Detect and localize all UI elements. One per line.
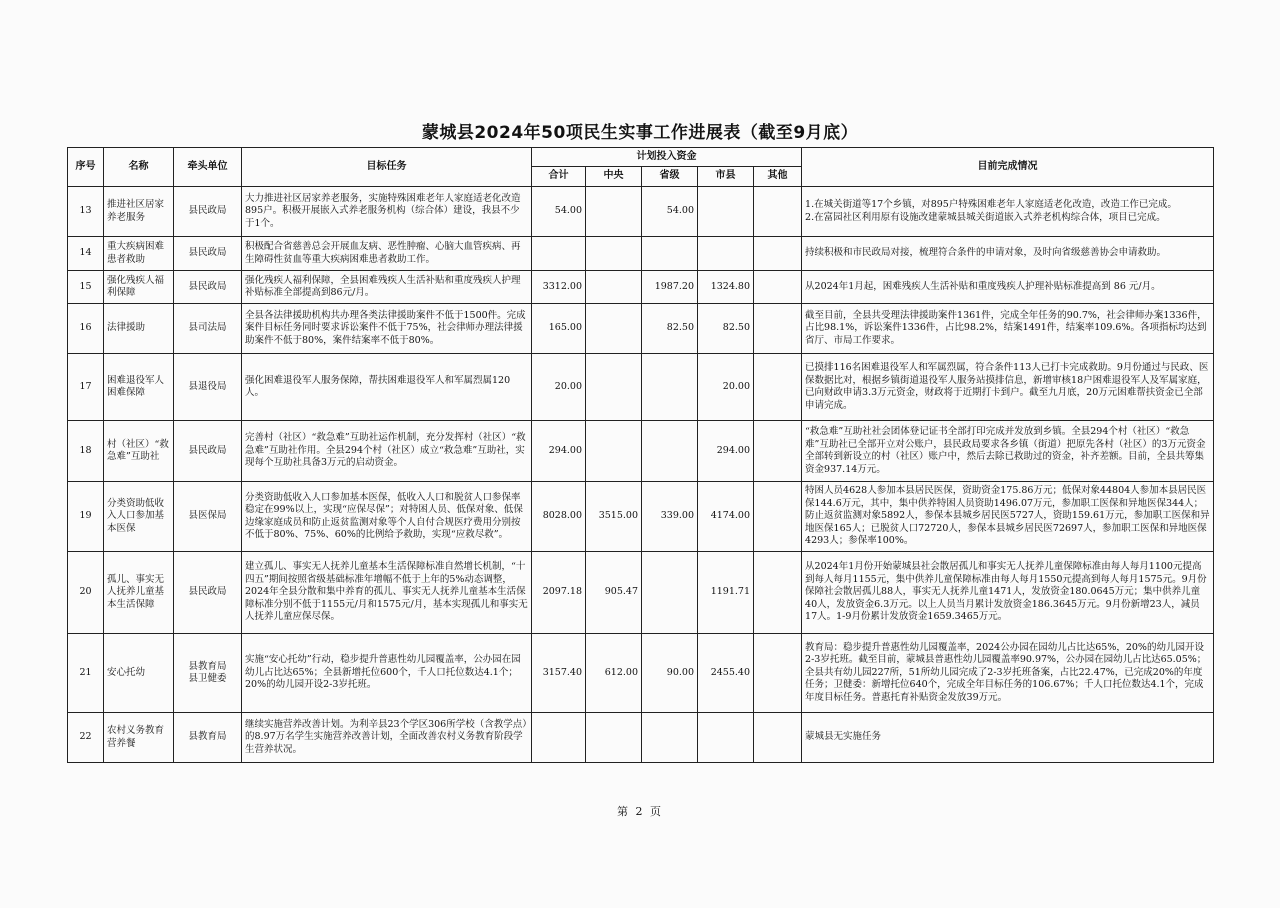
- table-row: [68, 187, 1214, 237]
- table-row: [68, 634, 1214, 713]
- row-name: 孤儿、事实无人抚养儿童基本生活保障: [104, 552, 174, 634]
- row-unit: 县退役局: [174, 354, 242, 421]
- table-row: [68, 271, 1214, 304]
- row-province: [642, 552, 698, 634]
- table-row: [68, 421, 1214, 482]
- row-total: [532, 713, 586, 763]
- row-other: [754, 552, 802, 634]
- row-total: 20.00: [532, 354, 586, 421]
- progress-table: [67, 147, 1214, 763]
- header-seq: 序号: [68, 148, 104, 187]
- row-name: 重大疾病困难患者救助: [104, 237, 174, 271]
- row-total: 2097.18: [532, 552, 586, 634]
- row-province: [642, 354, 698, 421]
- row-province: [642, 421, 698, 482]
- header-other: 其他: [754, 167, 802, 187]
- header-status: 目前完成情况: [802, 148, 1214, 187]
- row-total: 3312.00: [532, 271, 586, 304]
- row-province: 339.00: [642, 482, 698, 552]
- row-province: [642, 713, 698, 763]
- table-row: [68, 304, 1214, 354]
- row-status: “救急难”互助社社会团体登记证书全部打印完成并发放到乡镇。全县294个村（社区）“救急难”互助社已全部开立对公账户，县民政局要求各乡镇（街道）把原先各村（社区）的3万元资金全部转到新设立的村（社区）账户中，然后去除已救助过的资金，补齐差额。目前，全县共筹集资金937.14万元。: [802, 421, 1214, 482]
- header-name: 名称: [104, 148, 174, 187]
- row-status: 特困人员4628人参加本县居民医保，资助资金175.86万元；低保对象44804人参加本县居民医保144.6万元，其中，集中供养特困人员资助1496.07万元，参加职工医保和异地医保344人；防止返贫监测对象5892人，参保本县城乡居民医5727人，资助159.61万元，参加职工医保和异地医保165人；已脱贫人口72720人，参保本县城乡居民医72697人，参加职工医保和异地医保4293人；参保率100%。: [802, 482, 1214, 552]
- table-row: [68, 482, 1214, 552]
- row-city-county: 82.50: [698, 304, 754, 354]
- row-seq: 14: [68, 237, 104, 271]
- row-name: 法律援助: [104, 304, 174, 354]
- row-name: 困难退役军人困难保障: [104, 354, 174, 421]
- row-unit: 县教育局: [174, 713, 242, 763]
- row-province: 54.00: [642, 187, 698, 237]
- table-row: [68, 354, 1214, 421]
- row-target: 继续实施营养改善计划。为利辛县23个学区306所学校（含教学点）的8.97万名学生实施营养改善计划，全面改善农村义务教育阶段学生营养状况。: [242, 713, 532, 763]
- row-unit: 县司法局: [174, 304, 242, 354]
- row-city-county: 294.00: [698, 421, 754, 482]
- row-seq: 19: [68, 482, 104, 552]
- table-body: [68, 187, 1214, 763]
- row-total: 294.00: [532, 421, 586, 482]
- page-title: 蒙城县2024年50项民生实事工作进展表（截至9月底）: [421, 123, 859, 143]
- row-central: 612.00: [586, 634, 642, 713]
- row-seq: 17: [68, 354, 104, 421]
- row-total: [532, 237, 586, 271]
- row-province: [642, 237, 698, 271]
- row-total: 8028.00: [532, 482, 586, 552]
- row-target: 全县各法律援助机构共办理各类法律援助案件不低于1500件。完成案件目标任务同时要求诉讼案件不低于75%，社会律师办理法律援助案件不低于80%，案件结案率不低于80%。: [242, 304, 532, 354]
- header-funds: 计划投入资金: [532, 148, 802, 167]
- row-central: [586, 271, 642, 304]
- row-seq: 18: [68, 421, 104, 482]
- row-other: [754, 421, 802, 482]
- header-central: 中央: [586, 167, 642, 187]
- row-target: 强化残疾人福利保障，全县困难残疾人生活补贴和重度残疾人护理补贴标准全部提高到86元/月。: [242, 271, 532, 304]
- row-central: [586, 237, 642, 271]
- row-province: 82.50: [642, 304, 698, 354]
- row-target: 积极配合省慈善总会开展血友病、恶性肿瘤、心脑大血管疾病、再生障碍性贫血等重大疾病困难患者救助工作。: [242, 237, 532, 271]
- row-unit: 县民政局: [174, 271, 242, 304]
- row-central: [586, 421, 642, 482]
- row-seq: 16: [68, 304, 104, 354]
- row-other: [754, 634, 802, 713]
- row-central: 905.47: [586, 552, 642, 634]
- row-status: 教育局：稳步提升普惠性幼儿园覆盖率，2024公办园在园幼儿占比达65%，20%的幼儿园开设2-3岁托班。截至目前，蒙城县普惠性幼儿园覆盖率90.97%，公办园在园幼儿占比达65.05%；全县共有幼儿园227所，51所幼儿园完成了2-3岁托班备案，占比22.47%，已完成20%的年度任务；卫健委：新增托位640个，完成全年目标任务的106.67%；千人口托位数达4.1个，完成年度目标任务。普惠托育补贴资金发放39万元。: [802, 634, 1214, 713]
- row-city-county: 1191.71: [698, 552, 754, 634]
- row-status: 1.在城关街道等17个乡镇，对895户特殊困难老年人家庭适老化改造，改造工作已完成。 2.在富园社区利用原有设施改建蒙城县城关街道嵌入式养老机构综合体，项目已完成。: [802, 187, 1214, 237]
- row-central: [586, 187, 642, 237]
- row-unit: 县医保局: [174, 482, 242, 552]
- row-total: 54.00: [532, 187, 586, 237]
- row-name: 分类资助低收入人口参加基本医保: [104, 482, 174, 552]
- header-target: 目标任务: [242, 148, 532, 187]
- row-other: [754, 354, 802, 421]
- row-target: 完善村（社区）“救急难”互助社运作机制，充分发挥村（社区）“救急难”互助社作用。全县294个村（社区）成立“救急难”互助社，实现每个互助社具备3万元的启动资金。: [242, 421, 532, 482]
- row-name: 农村义务教育营养餐: [104, 713, 174, 763]
- header-total: 合计: [532, 167, 586, 187]
- row-name: 村（社区）“救急难”互助社: [104, 421, 174, 482]
- row-city-county: [698, 237, 754, 271]
- table-row: [68, 237, 1214, 271]
- row-central: 3515.00: [586, 482, 642, 552]
- row-city-county: [698, 187, 754, 237]
- row-other: [754, 482, 802, 552]
- row-other: [754, 187, 802, 237]
- header-province: 省级: [642, 167, 698, 187]
- row-status: 截至目前，全县共受理法律援助案件1361件，完成全年任务的90.7%，社会律师办案1336件，占比98.1%，诉讼案件1336件，占比98.2%，结案1491件，结案率109.6%。各项指标均达到省厅、市局工作要求。: [802, 304, 1214, 354]
- row-seq: 13: [68, 187, 104, 237]
- row-status: 已摸排116名困难退役军人和军属烈属，符合条件113人已打卡完成救助。9月份通过与民政、医保数据比对，根据乡镇街道退役军人服务站摸排信息，新增审核18户困难退役军人及军属家庭，已向财政申请3.3万元资金，财政将于近期打卡到户。截至九月底，20万元困难帮扶资金已全部申请完成。: [802, 354, 1214, 421]
- row-seq: 15: [68, 271, 104, 304]
- row-other: [754, 237, 802, 271]
- row-unit: 县民政局: [174, 421, 242, 482]
- row-seq: 20: [68, 552, 104, 634]
- row-unit: 县民政局: [174, 187, 242, 237]
- table-row: [68, 713, 1214, 763]
- row-central: [586, 304, 642, 354]
- row-name: 推进社区居家养老服务: [104, 187, 174, 237]
- row-target: 实施“安心托幼”行动，稳步提升普惠性幼儿园覆盖率，公办园在园幼儿占比达65%；全县新增托位600个，千人口托位数达4.1个；20%的幼儿园开设2-3岁托班。: [242, 634, 532, 713]
- header-unit: 牵头单位: [174, 148, 242, 187]
- row-target: 分类资助低收入人口参加基本医保，低收入人口和脱贫人口参保率稳定在99%以上，实现“应保尽保”；对特困人员、低保对象、低保边缘家庭成员和防止返贫监测对象等个人自付合规医疗费用分别按不低于80%、75%、60%的比例给予救助，实现“应救尽救”。: [242, 482, 532, 552]
- row-name: 强化残疾人福利保障: [104, 271, 174, 304]
- row-unit: 县民政局: [174, 237, 242, 271]
- row-seq: 21: [68, 634, 104, 713]
- row-target: 大力推进社区居家养老服务，实施特殊困难老年人家庭适老化改造895户。积极开展嵌入式养老服务机构（综合体）建设，我县不少于1个。: [242, 187, 532, 237]
- row-province: 1987.20: [642, 271, 698, 304]
- row-total: 3157.40: [532, 634, 586, 713]
- page-number: 第 2 页: [617, 805, 663, 818]
- row-city-county: [698, 713, 754, 763]
- row-status: 从2024年1月份开始蒙城县社会散居孤儿和事实无人抚养儿童保障标准由每人每月1100元提高到每人每月1155元，集中供养儿童保障标准由每人每月1550元提高到每人每月1575元。9月份保障社会散居孤儿88人，事实无人抚养儿童1471人，发放资金180.0645万元；集中供养儿童40人，发放资金6.3万元。以上人员当月累计发放资金186.3645万元。9月份新增23人，减员17人。1-9月份累计发放资金1659.3465万元。: [802, 552, 1214, 634]
- row-other: [754, 304, 802, 354]
- row-province: 90.00: [642, 634, 698, 713]
- row-other: [754, 271, 802, 304]
- row-city-county: 20.00: [698, 354, 754, 421]
- row-central: [586, 354, 642, 421]
- row-unit: 县民政局: [174, 552, 242, 634]
- row-total: 165.00: [532, 304, 586, 354]
- row-seq: 22: [68, 713, 104, 763]
- row-name: 安心托幼: [104, 634, 174, 713]
- row-unit: 县教育局 县卫健委: [174, 634, 242, 713]
- row-target: 强化困难退役军人服务保障，帮扶困难退役军人和军属烈属120人。: [242, 354, 532, 421]
- row-status: 蒙城县无实施任务: [802, 713, 1214, 763]
- row-city-county: 4174.00: [698, 482, 754, 552]
- header-city-county: 市县: [698, 167, 754, 187]
- row-city-county: 1324.80: [698, 271, 754, 304]
- row-other: [754, 713, 802, 763]
- row-status: 从2024年1月起，困难残疾人生活补贴和重度残疾人护理补贴标准提高到 86 元/月。: [802, 271, 1214, 304]
- row-status: 持续积极和市民政局对接，梳理符合条件的申请对象，及时向省级慈善协会申请救助。: [802, 237, 1214, 271]
- row-city-county: 2455.40: [698, 634, 754, 713]
- row-target: 建立孤儿、事实无人抚养儿童基本生活保障标准自然增长机制，“十四五”期间按照省级基础标准年增幅不低于上年的5%动态调整，2024年全县分散和集中养育的孤儿、事实无人抚养儿童基本生活保障标准分别不低于1155元/月和1575元/月，基本实现孤儿和事实无人抚养儿童应保尽保。: [242, 552, 532, 634]
- row-central: [586, 713, 642, 763]
- table-row: [68, 552, 1214, 634]
